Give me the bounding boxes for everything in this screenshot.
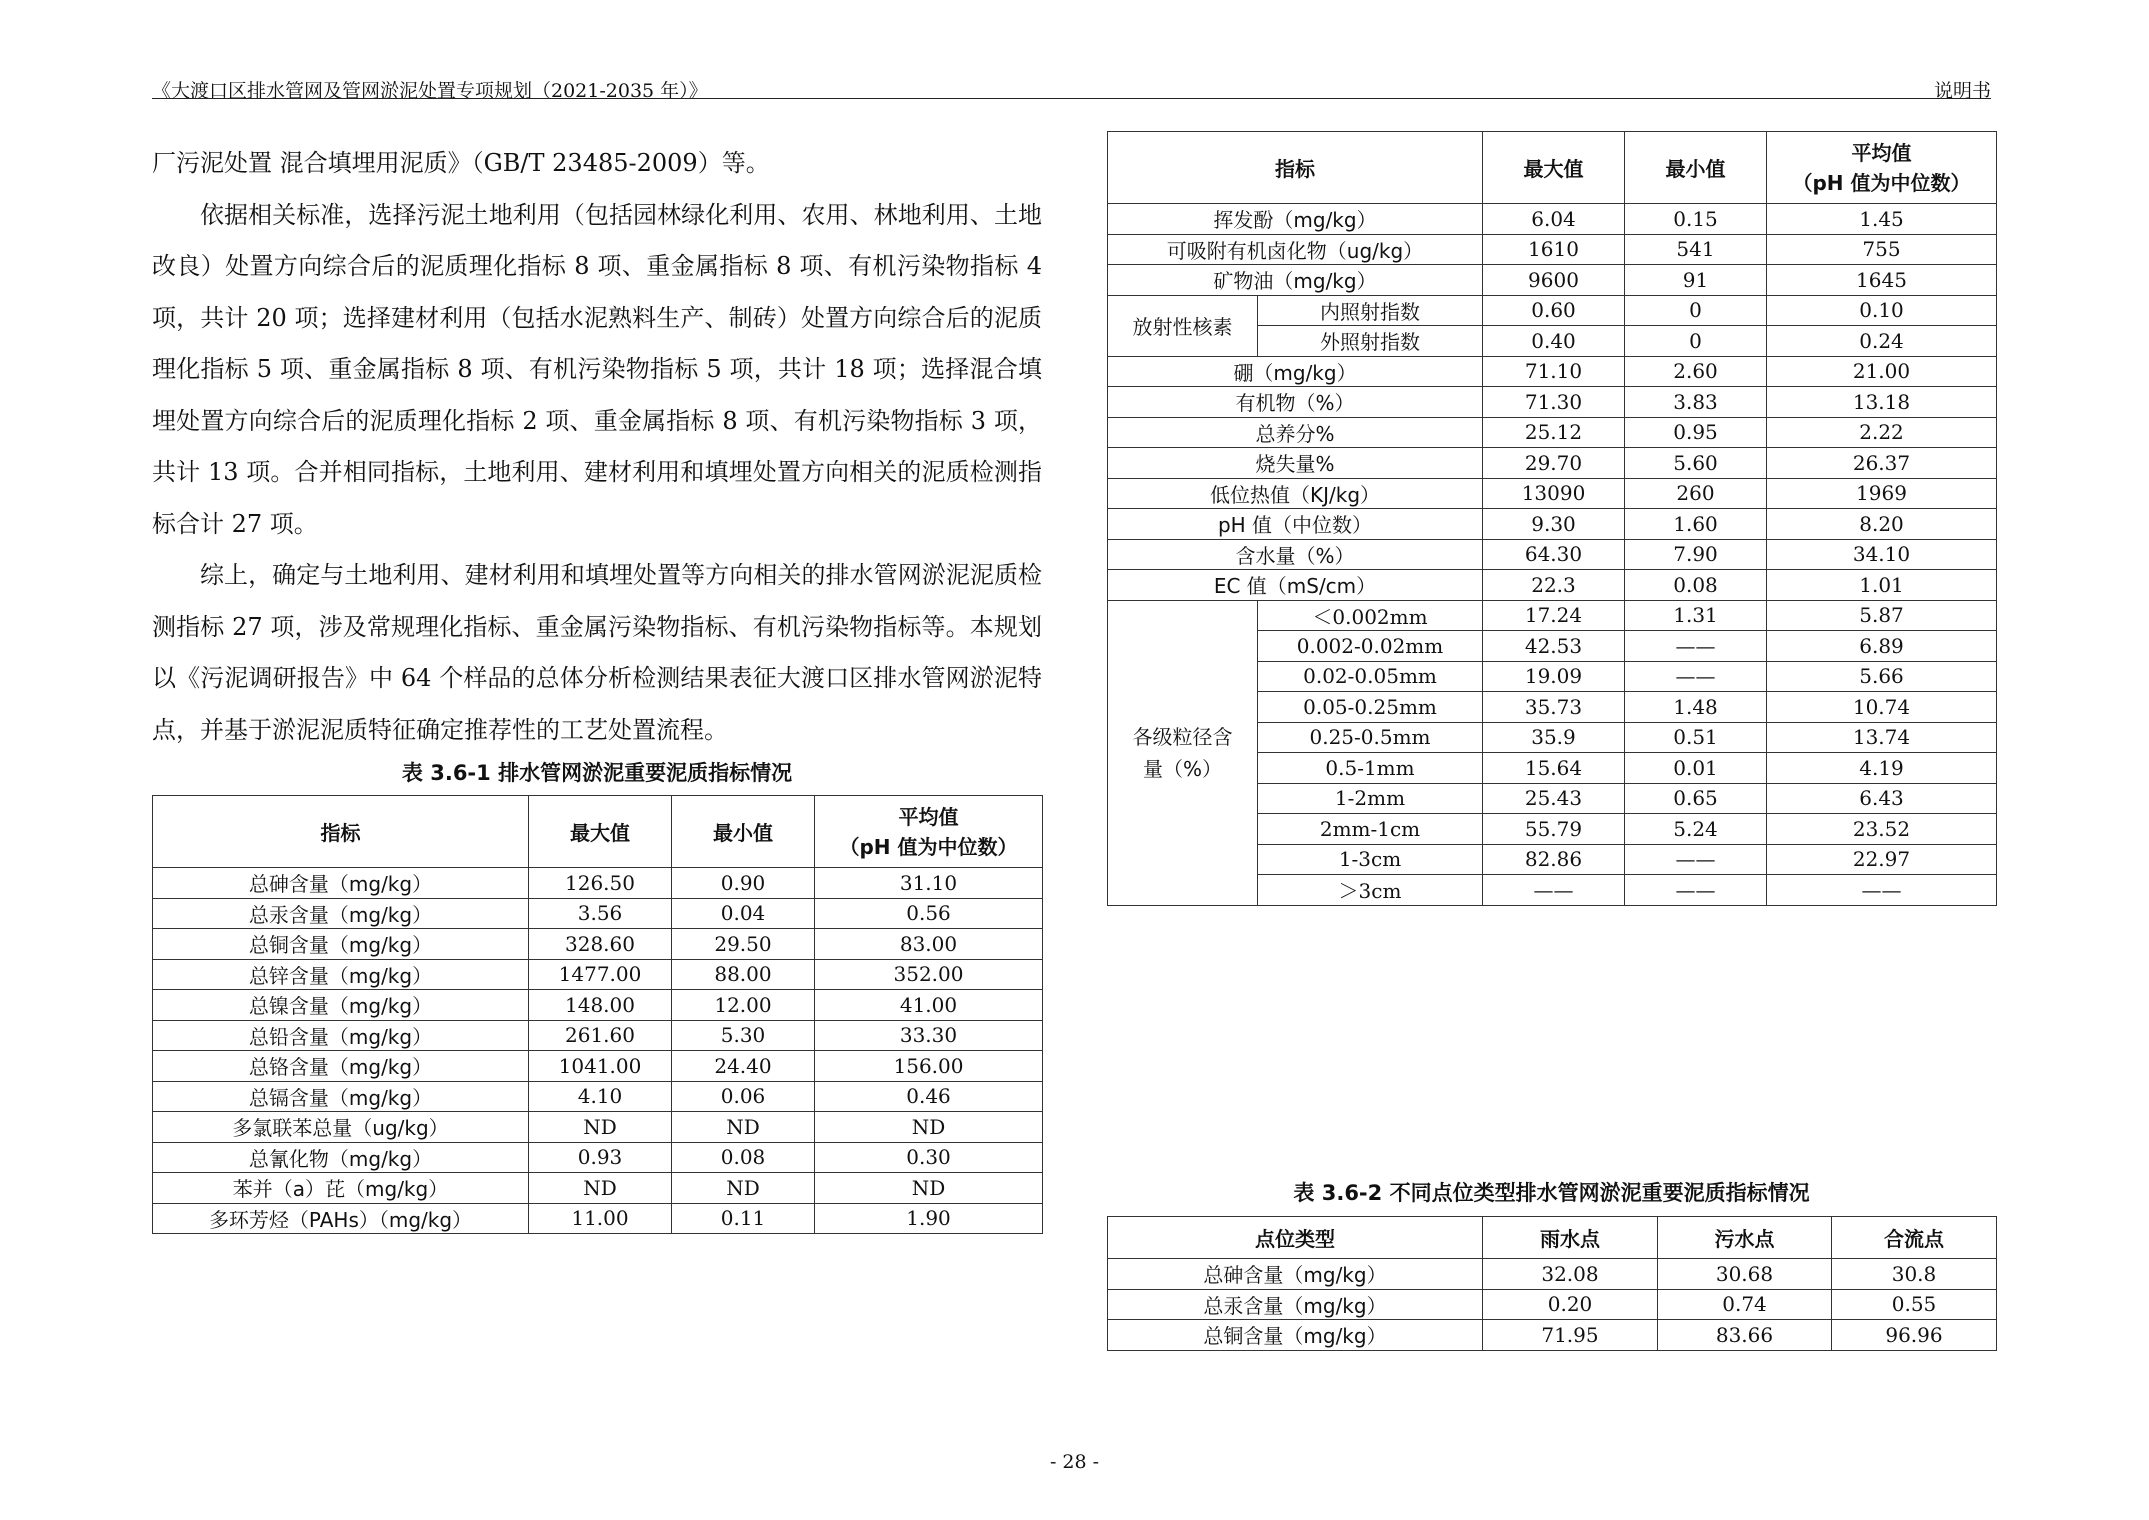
table-cell: 6.89 (1767, 631, 1997, 662)
table-cell: 0 (1625, 326, 1767, 357)
table-row (1108, 600, 1997, 631)
table-cell: 5.24 (1625, 814, 1767, 845)
table-row (153, 990, 1043, 1021)
table-cell: 0.11 (672, 1203, 815, 1234)
table-cell: 41.00 (815, 990, 1043, 1021)
table-cell: 1969 (1767, 478, 1997, 509)
table-cell: 9600 (1483, 265, 1625, 296)
table-1-body (153, 868, 1043, 1234)
table-cell: 261.60 (529, 1020, 672, 1051)
table-cell: ND (815, 1173, 1043, 1204)
column-header: 污水点 (1658, 1217, 1832, 1259)
table-cell: 0.65 (1625, 783, 1767, 814)
table-cell: 1610 (1483, 234, 1625, 265)
table-cell: —— (1483, 875, 1625, 906)
column-header-line: （pH 值为中位数） (839, 834, 1018, 859)
group-label-line: 量（%） (1142, 756, 1222, 781)
table-cell: 0.46 (815, 1081, 1043, 1112)
table-row (1108, 387, 1997, 418)
table-cell: 13090 (1483, 478, 1625, 509)
table-cell: —— (1767, 875, 1997, 906)
table-cell: 2mm-1cm (1258, 814, 1483, 845)
table-cell: 0.20 (1483, 1289, 1658, 1320)
table-cell: 5.30 (672, 1020, 815, 1051)
table-cell: ND (672, 1112, 815, 1143)
table-row (153, 1142, 1043, 1173)
table-cell: pH 值（中位数） (1108, 509, 1483, 540)
table-row (153, 1020, 1043, 1051)
table-cell: 82.86 (1483, 844, 1625, 875)
table-row (153, 929, 1043, 960)
table-cell: 156.00 (815, 1051, 1043, 1082)
table-cell: 4.19 (1767, 753, 1997, 784)
table-cell: 55.79 (1483, 814, 1625, 845)
table-row (1108, 1259, 1997, 1290)
table-cell: 5.66 (1767, 661, 1997, 692)
table-cell: 0.93 (529, 1142, 672, 1173)
table-cell: 0.25-0.5mm (1258, 722, 1483, 753)
table-cell: 91 (1625, 265, 1767, 296)
table-row (1108, 478, 1997, 509)
paragraph-1: 厂污泥处置 混合填埋用泥质》（GB/T 23485-2009）等。 (152, 149, 770, 177)
table-cell: ＜0.002mm (1258, 600, 1483, 631)
column-header: 雨水点 (1483, 1217, 1658, 1259)
column-header-line: 平均值 (1851, 140, 1912, 165)
table-cell: 低位热值（KJ/kg） (1108, 478, 1483, 509)
table-cell: 4.10 (529, 1081, 672, 1112)
table-2-caption: 表 3.6-2 不同点位类型排水管网淤泥重要泥质指标情况 (1293, 1181, 1810, 1205)
table-cell: 71.30 (1483, 387, 1625, 418)
table-cell: 83.00 (815, 929, 1043, 960)
table-cell: 3.56 (529, 898, 672, 929)
table-2 (1107, 131, 1997, 906)
table-cell: 1.45 (1767, 204, 1997, 235)
table-cell: 0.04 (672, 898, 815, 929)
table-cell: ND (529, 1173, 672, 1204)
table-cell: 33.30 (815, 1020, 1043, 1051)
table-1-caption: 表 3.6-1 排水管网淤泥重要泥质指标情况 (401, 761, 793, 785)
group-label-line: 各级粒径含 (1132, 724, 1233, 749)
table-cell: 24.40 (672, 1051, 815, 1082)
table-row (1108, 234, 1997, 265)
table-cell: 35.73 (1483, 692, 1625, 723)
table-cell: 5.60 (1625, 448, 1767, 479)
table-row (1108, 539, 1997, 570)
table-cell: 22.97 (1767, 844, 1997, 875)
table-row (153, 1112, 1043, 1143)
table-cell: 0.90 (672, 868, 815, 899)
column-header (815, 796, 1043, 868)
table-cell: 29.50 (672, 929, 815, 960)
paragraph-3: 综上，确定与土地利用、建材利用和填埋处置等方向相关的排水管网淤泥泥质检测指标 27 项，涉及常规理化指标、重金属污染物指标、有机污染物指标等。本规划以《污泥调研报告》中 64 个样品的总体分析检测结果表征大渡口区排水管网淤泥特点，并基于淤泥泥质特征确定推荐性的工艺处置流程。 (152, 561, 1042, 744)
table-cell: 31.10 (815, 868, 1043, 899)
table-cell: 96.96 (1832, 1320, 1997, 1351)
table-cell: 19.09 (1483, 661, 1625, 692)
table-cell: ND (815, 1112, 1043, 1143)
section-label: 说明书 (1933, 80, 1991, 102)
column-header: 最小值 (672, 796, 815, 868)
table-row (153, 1173, 1043, 1204)
table-cell: 21.00 (1767, 356, 1997, 387)
table-cell: 0 (1625, 295, 1767, 326)
table-cell: 42.53 (1483, 631, 1625, 662)
table-cell: 总氰化物（mg/kg） (153, 1142, 529, 1173)
table-cell: 11.00 (529, 1203, 672, 1234)
table-cell: 总铜含量（mg/kg） (153, 929, 529, 960)
column-header: 指标 (153, 796, 529, 868)
table-cell: 挥发酚（mg/kg） (1108, 204, 1483, 235)
table-cell: 1.01 (1767, 570, 1997, 601)
column-header (1767, 132, 1997, 204)
table-cell: 总镍含量（mg/kg） (153, 990, 529, 1021)
table-row (1108, 265, 1997, 296)
table-cell: EC 值（mS/cm） (1108, 570, 1483, 601)
table-cell: 32.08 (1483, 1259, 1658, 1290)
group-label (1108, 600, 1258, 905)
table-cell: 17.24 (1483, 600, 1625, 631)
table-cell: 88.00 (672, 959, 815, 990)
table-cell: 总锌含量（mg/kg） (153, 959, 529, 990)
table-row (1108, 1320, 1997, 1351)
table-cell: 烧失量% (1108, 448, 1483, 479)
table-cell: —— (1625, 875, 1767, 906)
table-cell: 0.08 (1625, 570, 1767, 601)
group-label: 放射性核素 (1108, 295, 1258, 356)
table-cell: 6.43 (1767, 783, 1997, 814)
table-2-body (1108, 204, 1997, 906)
paragraph-2: 依据相关标准，选择污泥土地利用（包括园林绿化利用、农用、林地利用、土地改良）处置方向综合后的泥质理化指标 8 项、重金属指标 8 项、有机污染物指标 4 项，共计 20 项；选择建材利用（包括水泥熟料生产、制砖）处置方向综合后的泥质理化指标 5 项、重金属指标 8 项、有机污染物指标 5 项，共计 18 项；选择混合填埋处置方向综合后的泥质理化指标 2 项、重金属指标 8 项、有机污染物指标 3 项，共计 13 项。合并相同指标，土地利用、建材利用和填埋处置方向相关的泥质检测指标合计 27 项。 (152, 200, 1042, 538)
table-cell: 0.002-0.02mm (1258, 631, 1483, 662)
table-row (1108, 570, 1997, 601)
table-cell: 7.90 (1625, 539, 1767, 570)
table-cell: 0.51 (1625, 722, 1767, 753)
table-row (1108, 295, 1997, 326)
table-cell: 10.74 (1767, 692, 1997, 723)
table-cell: 0.40 (1483, 326, 1625, 357)
table-cell: 148.00 (529, 990, 672, 1021)
table-cell: 0.24 (1767, 326, 1997, 357)
table-cell: 总汞含量（mg/kg） (1108, 1289, 1483, 1320)
table-cell: 541 (1625, 234, 1767, 265)
table-cell: ND (529, 1112, 672, 1143)
table-cell: 0.10 (1767, 295, 1997, 326)
table-cell: 1.31 (1625, 600, 1767, 631)
table-cell: 总砷含量（mg/kg） (153, 868, 529, 899)
table-cell: 35.9 (1483, 722, 1625, 753)
table-cell: 0.30 (815, 1142, 1043, 1173)
table-cell: 34.10 (1767, 539, 1997, 570)
column-header: 点位类型 (1108, 1217, 1483, 1259)
table-cell: 0.06 (672, 1081, 815, 1112)
table-cell: 外照射指数 (1258, 326, 1483, 357)
table-cell: 有机物（%） (1108, 387, 1483, 418)
table-cell: 23.52 (1767, 814, 1997, 845)
table-cell: 1645 (1767, 265, 1997, 296)
table-cell: 2.60 (1625, 356, 1767, 387)
table-cell: 0.55 (1832, 1289, 1997, 1320)
table-cell: 30.68 (1658, 1259, 1832, 1290)
table-cell: 1-2mm (1258, 783, 1483, 814)
table-cell: 可吸附有机卤化物（ug/kg） (1108, 234, 1483, 265)
document-title: 《大渡口区排水管网及管网淤泥处置专项规划（2021-2035 年）》 (152, 80, 708, 102)
table-3 (1107, 1216, 1997, 1351)
column-header: 最小值 (1625, 132, 1767, 204)
table-cell: 1-3cm (1258, 844, 1483, 875)
header-divider (152, 98, 1991, 99)
table-cell: 0.95 (1625, 417, 1767, 448)
table-cell: 25.43 (1483, 783, 1625, 814)
table-cell: 总铬含量（mg/kg） (153, 1051, 529, 1082)
table-cell: ＞3cm (1258, 875, 1483, 906)
table-row (153, 959, 1043, 990)
table-cell: 1477.00 (529, 959, 672, 990)
table-row (1108, 509, 1997, 540)
table-cell: 9.30 (1483, 509, 1625, 540)
page-number: - 28 - (1049, 1451, 1100, 1473)
table-cell: 0.02-0.05mm (1258, 661, 1483, 692)
column-header: 指标 (1108, 132, 1483, 204)
table-cell: 0.74 (1658, 1289, 1832, 1320)
table-cell: 6.04 (1483, 204, 1625, 235)
table-cell: 352.00 (815, 959, 1043, 990)
table-cell: 25.12 (1483, 417, 1625, 448)
table-row (153, 868, 1043, 899)
table-3-body (1108, 1259, 1997, 1351)
body-text (152, 138, 1042, 756)
table-cell: 多环芳烃（PAHs）（mg/kg） (153, 1203, 529, 1234)
table-cell: 71.10 (1483, 356, 1625, 387)
table-cell: 29.70 (1483, 448, 1625, 479)
table-cell: ND (672, 1173, 815, 1204)
table-row (153, 898, 1043, 929)
table-cell: 2.22 (1767, 417, 1997, 448)
table-cell: 5.87 (1767, 600, 1997, 631)
table-cell: 总养分% (1108, 417, 1483, 448)
table-cell: 22.3 (1483, 570, 1625, 601)
table-cell: 多氯联苯总量（ug/kg） (153, 1112, 529, 1143)
table-cell: 矿物油（mg/kg） (1108, 265, 1483, 296)
table-cell: 1.60 (1625, 509, 1767, 540)
table-cell: 0.08 (672, 1142, 815, 1173)
table-cell: 71.95 (1483, 1320, 1658, 1351)
table-cell: 13.74 (1767, 722, 1997, 753)
table-cell: 总铜含量（mg/kg） (1108, 1320, 1483, 1351)
table-cell: 1.90 (815, 1203, 1043, 1234)
table-cell: 8.20 (1767, 509, 1997, 540)
table-cell: 3.83 (1625, 387, 1767, 418)
table-1 (152, 795, 1043, 1234)
table-cell: 0.5-1mm (1258, 753, 1483, 784)
table-cell: 328.60 (529, 929, 672, 960)
table-row (1108, 204, 1997, 235)
column-header-line: （pH 值为中位数） (1792, 170, 1971, 195)
table-row (1108, 356, 1997, 387)
table-cell: 126.50 (529, 868, 672, 899)
table-cell: —— (1625, 631, 1767, 662)
table-cell: 总镉含量（mg/kg） (153, 1081, 529, 1112)
table-cell: —— (1625, 844, 1767, 875)
column-header: 最大值 (529, 796, 672, 868)
table-cell: 总铅含量（mg/kg） (153, 1020, 529, 1051)
table-cell: 83.66 (1658, 1320, 1832, 1351)
table-cell: 30.8 (1832, 1259, 1997, 1290)
table-cell: 13.18 (1767, 387, 1997, 418)
table-cell: 1041.00 (529, 1051, 672, 1082)
column-header-line: 平均值 (898, 804, 959, 829)
table-cell: 15.64 (1483, 753, 1625, 784)
table-cell: 64.30 (1483, 539, 1625, 570)
table-row (1108, 448, 1997, 479)
table-cell: 260 (1625, 478, 1767, 509)
table-cell: 硼（mg/kg） (1108, 356, 1483, 387)
table-row (153, 1203, 1043, 1234)
table-cell: 内照射指数 (1258, 295, 1483, 326)
table-cell: —— (1625, 661, 1767, 692)
table-cell: 0.15 (1625, 204, 1767, 235)
table-cell: 总汞含量（mg/kg） (153, 898, 529, 929)
table-cell: 0.01 (1625, 753, 1767, 784)
table-row (153, 1051, 1043, 1082)
table-cell: 1.48 (1625, 692, 1767, 723)
table-row (153, 1081, 1043, 1112)
table-cell: 苯并（a）芘（mg/kg） (153, 1173, 529, 1204)
table-cell: 总砷含量（mg/kg） (1108, 1259, 1483, 1290)
column-header: 最大值 (1483, 132, 1625, 204)
table-cell: 12.00 (672, 990, 815, 1021)
table-row (1108, 1289, 1997, 1320)
table-cell: 755 (1767, 234, 1997, 265)
column-header: 合流点 (1832, 1217, 1997, 1259)
table-row (1108, 417, 1997, 448)
table-cell: 0.56 (815, 898, 1043, 929)
table-cell: 0.05-0.25mm (1258, 692, 1483, 723)
table-cell: 含水量（%） (1108, 539, 1483, 570)
table-cell: 26.37 (1767, 448, 1997, 479)
table-cell: 0.60 (1483, 295, 1625, 326)
